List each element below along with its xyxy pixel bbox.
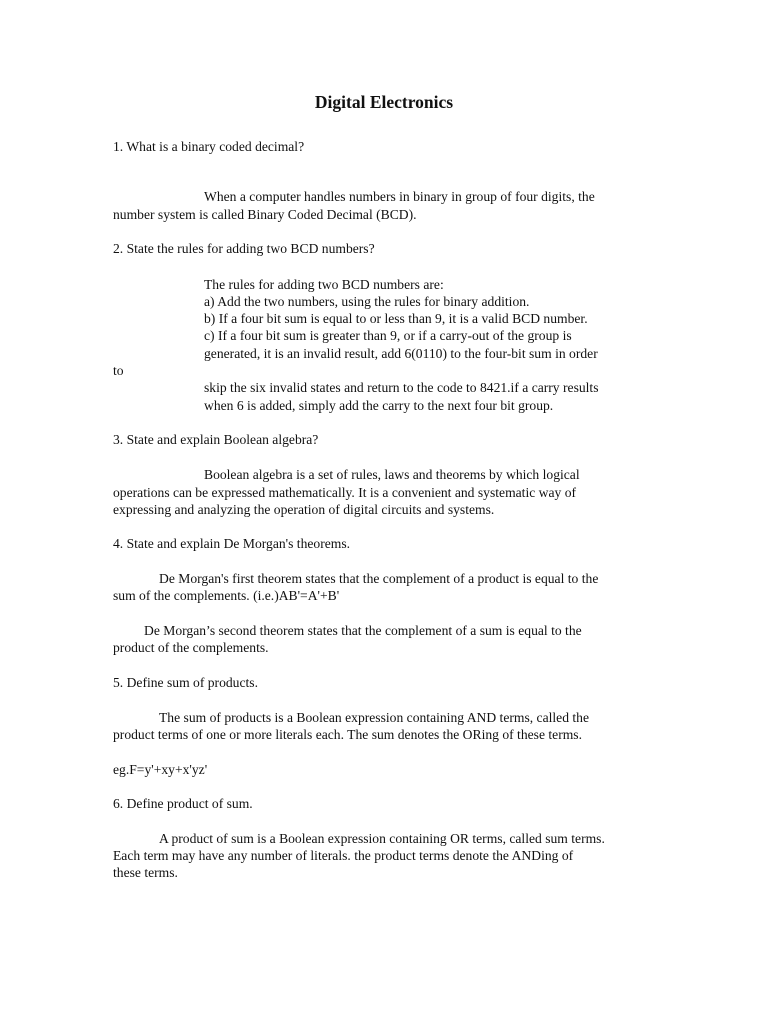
answer-5-line-2: product terms of one or more literals each. The sum denotes the ORing of these terms. xyxy=(113,727,582,742)
question-4: 4. State and explain De Morgan's theorems. xyxy=(113,536,351,551)
answer-2-line-3: b) If a four bit sum is equal to or less than 9, it is a valid BCD number. xyxy=(204,311,588,326)
answer-2-line-6: to xyxy=(113,363,124,378)
answer-1-line-2: number system is called Binary Coded Decimal (BCD). xyxy=(113,207,417,222)
answer-5-line-1: The sum of products is a Boolean expression containing AND terms, called the xyxy=(159,710,589,725)
question-2: 2. State the rules for adding two BCD numbers? xyxy=(113,241,375,256)
answer-4-line-2: sum of the complements. (i.e.)AB'=A'+B' xyxy=(113,588,340,603)
answer-4-line-1: De Morgan's first theorem states that the complement of a product is equal to the xyxy=(159,571,599,586)
answer-4-line-3: De Morgan’s second theorem states that the complement of a sum is equal to the xyxy=(144,623,582,638)
answer-3-line-2: operations can be expressed mathematically. It is a convenient and systematic way of xyxy=(113,485,577,500)
question-6: 6. Define product of sum. xyxy=(113,796,253,811)
answer-2-line-5: generated, it is an invalid result, add 6(0110) to the four-bit sum in order xyxy=(204,346,598,361)
answer-1-line-1: When a computer handles numbers in binary in group of four digits, the xyxy=(204,189,595,204)
question-1: 1. What is a binary coded decimal? xyxy=(113,139,305,154)
answer-3-line-3: expressing and analyzing the operation of digital circuits and systems. xyxy=(113,502,495,517)
answer-2-line-8: when 6 is added, simply add the carry to the next four bit group. xyxy=(204,398,554,413)
answer-2-line-7: skip the six invalid states and return to the code to 8421.if a carry results xyxy=(204,380,599,395)
question-5: 5. Define sum of products. xyxy=(113,675,258,690)
answer-6-line-3: these terms. xyxy=(113,865,178,880)
answer-5-example: eg.F=y'+xy+x'yz' xyxy=(113,762,208,777)
answer-2-line-4: c) If a four bit sum is greater than 9, or if a carry-out of the group is xyxy=(204,328,572,343)
answer-2-line-2: a) Add the two numbers, using the rules for binary addition. xyxy=(204,294,530,309)
answer-2-line-1: The rules for adding two BCD numbers are: xyxy=(204,277,444,292)
question-3: 3. State and explain Boolean algebra? xyxy=(113,432,319,447)
document-title: Digital Electronics xyxy=(314,92,454,112)
answer-6-line-1: A product of sum is a Boolean expression containing OR terms, called sum terms. xyxy=(159,831,605,846)
answer-6-line-2: Each term may have any number of literals. the product terms denote the ANDing of xyxy=(113,848,574,863)
answer-4-line-4: product of the complements. xyxy=(113,640,269,655)
answer-3-line-1: Boolean algebra is a set of rules, laws and theorems by which logical xyxy=(204,467,580,482)
